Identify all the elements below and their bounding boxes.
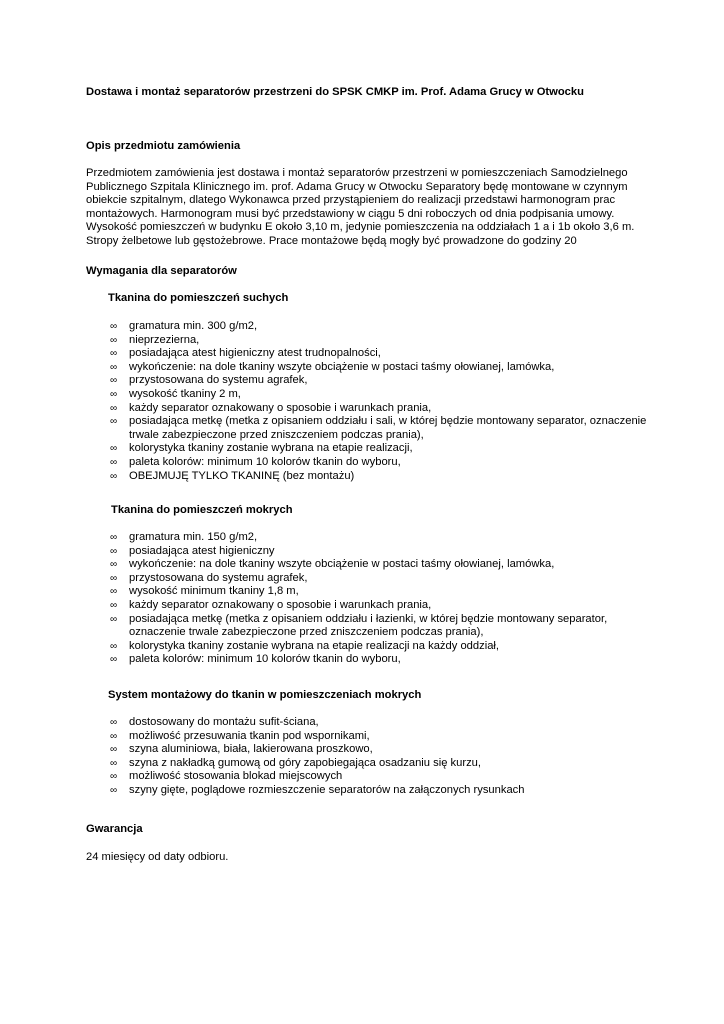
bullet-list-item [110,558,650,572]
bullet-item-text: wysokość tkaniny 2 m, [129,387,241,400]
infinity-bullet-icon: ∞ [110,334,118,346]
bullet-list-item [110,374,650,388]
bullet-item-text: paleta kolorów: minimum 10 kolorów tkanin do wyboru, [129,455,401,468]
bullet-list-item [110,456,650,470]
infinity-bullet-icon: ∞ [110,532,118,543]
bullet-list-item [110,640,650,654]
infinity-bullet-icon: ∞ [110,456,118,468]
bullet-item-text: szyna z nakładką gumową od góry zapobiegająca osadzaniu się kurzu, [129,756,481,769]
bullet-list-item [110,613,650,640]
bullet-list-item [110,442,650,456]
bullet-item-text: kolorystyka tkaniny zostanie wybrana na etapie realizacji, [129,442,413,455]
infinity-bullet-icon: ∞ [110,361,118,373]
bullet-item-text: kolorystyka tkaniny zostanie wybrana na etapie realizacji na każdy oddział, [129,639,500,652]
infinity-bullet-icon: ∞ [110,586,118,598]
intro-line: Wysokość pomieszczeń w budynku E około 3,10 m, jedynie pomieszczenia na oddziałach 1 a i 1b około 3,6 m. [86,221,635,234]
bullet-list-item [110,388,650,402]
bullet-item-text: dostosowany do montażu sufit-ściana, [129,716,319,728]
infinity-bullet-icon: ∞ [110,717,118,728]
infinity-bullet-icon: ∞ [110,321,118,332]
infinity-bullet-icon: ∞ [110,375,118,387]
intro-line: montażowych. Harmonogram musi być przedstawiony w ciągu 5 dni roboczych od dnia podpisania umowy. [86,207,615,220]
infinity-bullet-icon: ∞ [110,545,118,557]
bullet-item-text: szyny gięte, poglądowe rozmieszczenie separatorów na załączonych rysunkach [129,783,525,796]
bullet-item-text: posiadająca metkę (metka z opisaniem oddziału i sali, w której będzie montowany separator, oznaczenie trwale zabezpieczone przed zniszczeniem podczas prania), [129,415,647,441]
bullet-list-mokre [110,531,650,667]
infinity-bullet-icon: ∞ [110,348,118,360]
bullet-list-item [110,545,650,559]
infinity-bullet-icon: ∞ [110,416,118,428]
bullet-list-suche [110,320,650,483]
infinity-bullet-icon: ∞ [110,599,118,611]
infinity-bullet-icon: ∞ [110,443,118,455]
intro-line: Stropy żelbetowe lub gęstożebrowe. Prace montażowe będą mogły być prowadzone do godziny 20 [86,234,577,247]
bullet-list-item [110,531,650,545]
bullet-list-item [110,347,650,361]
section-heading-gwarancja: Gwarancja [86,823,143,835]
infinity-bullet-icon: ∞ [110,559,118,571]
bullet-item-text: każdy separator oznakowany o sposobie i warunkach prania, [129,598,432,611]
bullet-item-text: gramatura min. 300 g/m2, [129,320,258,332]
bullet-list-item [110,470,650,484]
section-heading-opis: Opis przedmiotu zamówienia [86,140,241,152]
bullet-list-item [110,653,650,667]
intro-line: Przedmiotem zamówienia jest dostawa i montaż separatorów przestrzeni w pomieszczeniach Samodzielnego [86,167,628,179]
infinity-bullet-icon: ∞ [110,613,118,625]
bullet-item-text: posiadająca atest higieniczny [129,544,275,557]
infinity-bullet-icon: ∞ [110,757,118,769]
bullet-item-text: posiadająca atest higieniczny atest trudnopalności, [129,347,381,360]
bullet-list-item [110,415,650,442]
infinity-bullet-icon: ∞ [110,572,118,584]
bullet-list-item [110,402,650,416]
bullet-list-item [110,361,650,375]
bullet-list-system [110,716,650,798]
infinity-bullet-icon: ∞ [110,388,118,400]
bullet-list-item [110,716,650,730]
bullet-list-item [110,757,650,771]
bullet-list-item [110,320,650,334]
bullet-item-text: przystosowana do systemu agrafek, [129,571,308,584]
intro-line: obiekcie szpitalnym, dlatego Wykonawca przed przystąpieniem do realizacji przedstawi harmonogram prac [86,194,616,207]
bullet-list-item [110,599,650,613]
infinity-bullet-icon: ∞ [110,744,118,756]
bullet-list-item [110,730,650,744]
infinity-bullet-icon: ∞ [110,640,118,652]
infinity-bullet-icon: ∞ [110,654,118,666]
infinity-bullet-icon: ∞ [110,784,118,796]
bullet-item-text: szyna aluminiowa, biała, lakierowana proszkowo, [129,743,373,756]
bullet-item-text: OBEJMUJĘ TYLKO TKANINĘ (bez montażu) [129,469,355,482]
infinity-bullet-icon: ∞ [110,402,118,414]
bullet-item-text: wykończenie: na dole tkaniny wszyte obciążenie w postaci taśmy ołowianej, lamówka, [129,360,555,373]
bullet-item-text: gramatura min. 150 g/m2, [129,531,258,543]
gwarancja-text: 24 miesięcy od daty odbioru. [86,851,229,863]
infinity-bullet-icon: ∞ [110,771,118,783]
infinity-bullet-icon: ∞ [110,730,118,742]
bullet-list-item [110,743,650,757]
subheading-mokre: Tkanina do pomieszczeń mokrych [111,504,293,516]
bullet-item-text: każdy separator oznakowany o sposobie i warunkach prania, [129,401,432,414]
bullet-item-text: posiadająca metkę (metka z opisaniem oddziału i łazienki, w której będzie montowany separator, oznaczenie trwale zabezpieczone przed zniszczeniem podczas prania), [129,612,608,639]
bullet-list-item [110,585,650,599]
bullet-item-text: przystosowana do systemu agrafek, [129,374,308,387]
bullet-item-text: wykończenie: na dole tkaniny wszyte obciążenie w postaci taśmy ołowianej, lamówka, [129,558,555,571]
bullet-item-text: możliwość stosowania blokad miejscowych [129,770,343,783]
bullet-item-text: możliwość przesuwania tkanin pod wspornikami, [129,729,370,742]
intro-paragraph [86,167,646,249]
intro-line: Publicznego Szpitala Klinicznego im. prof. Adama Grucy w Otwocku Separatory będę montowane w czynnym [86,180,628,193]
bullet-list-item [110,784,650,798]
subheading-suche: Tkanina do pomieszczeń suchych [108,292,289,304]
bullet-list-item [110,572,650,586]
section-heading-wymagania: Wymagania dla separatorów [86,265,237,277]
bullet-item-text: paleta kolorów: minimum 10 kolorów tkanin do wyboru, [129,653,401,666]
bullet-list-item [110,334,650,348]
subheading-system: System montażowy do tkanin w pomieszczeniach mokrych [108,689,422,701]
bullet-item-text: nieprzezierna, [129,333,200,346]
infinity-bullet-icon: ∞ [110,470,118,482]
document-title: Dostawa i montaż separatorów przestrzeni do SPSK CMKP im. Prof. Adama Grucy w Otwocku [86,86,584,98]
bullet-list-item [110,770,650,784]
bullet-item-text: wysokość minimum tkaniny 1,8 m, [129,585,299,598]
